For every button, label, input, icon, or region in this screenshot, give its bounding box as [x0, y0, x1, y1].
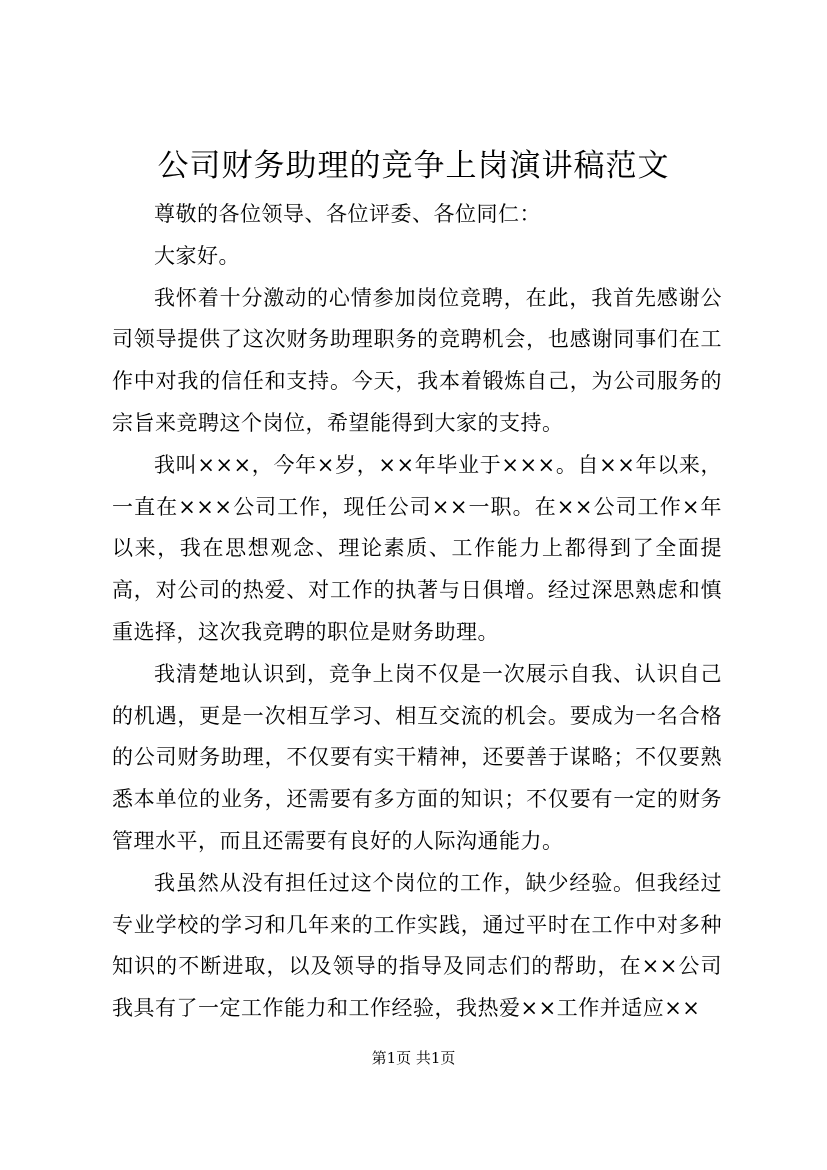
page-footer: 第1页 共1页 [371, 1049, 456, 1067]
document-title: 公司财务助理的竞争上岗演讲稿范文 [157, 148, 670, 184]
document-body [112, 194, 722, 1030]
paragraph-understanding: 我清楚地认识到，竞争上岗不仅是一次展示自我、认识自己的机遇，更是一次相互学习、相互交流的机会。要成为一名合格的公司财务助理，不仅要有实干精神，还要善于谋略；不仅要熟悉本单位的业务，还需要有多方面的知识；不仅要有一定的财务管理水平，而且还需要有良好的人际沟通能力。 [112, 661, 722, 853]
paragraph-salutation: 尊敬的各位领导、各位评委、各位同仁： [154, 202, 541, 226]
paragraph-background: 我叫×××，今年×岁，××年毕业于×××。自××年以来，一直在×××公司工作，现任公司××一职。在××公司工作×年以来，我在思想观念、理论素质、工作能力上都得到了全面提高，对公司的热爱、对工作的执著与日俱增。经过深思熟虑和慎重选择，这次我竞聘的职位是财务助理。 [112, 452, 722, 644]
paragraph-experience: 我虽然从没有担任过这个岗位的工作，缺少经验。但我经过专业学校的学习和几年来的工作实践，通过平时在工作中对多种知识的不断进取，以及领导的指导及同志们的帮助，在××公司我具有了一定工作能力和工作经验，我热爱××工作并适应×× [112, 870, 722, 1021]
paragraph-intro: 我怀着十分激动的心情参加岗位竞聘，在此，我首先感谢公司领导提供了这次财务助理职务的竞聘机会，也感谢同事们在工作中对我的信任和支持。今天，我本着锻炼自己，为公司服务的宗旨来竞聘这个岗位，希望能得到大家的支持。 [112, 285, 722, 435]
paragraph-greeting: 大家好。 [154, 243, 240, 268]
